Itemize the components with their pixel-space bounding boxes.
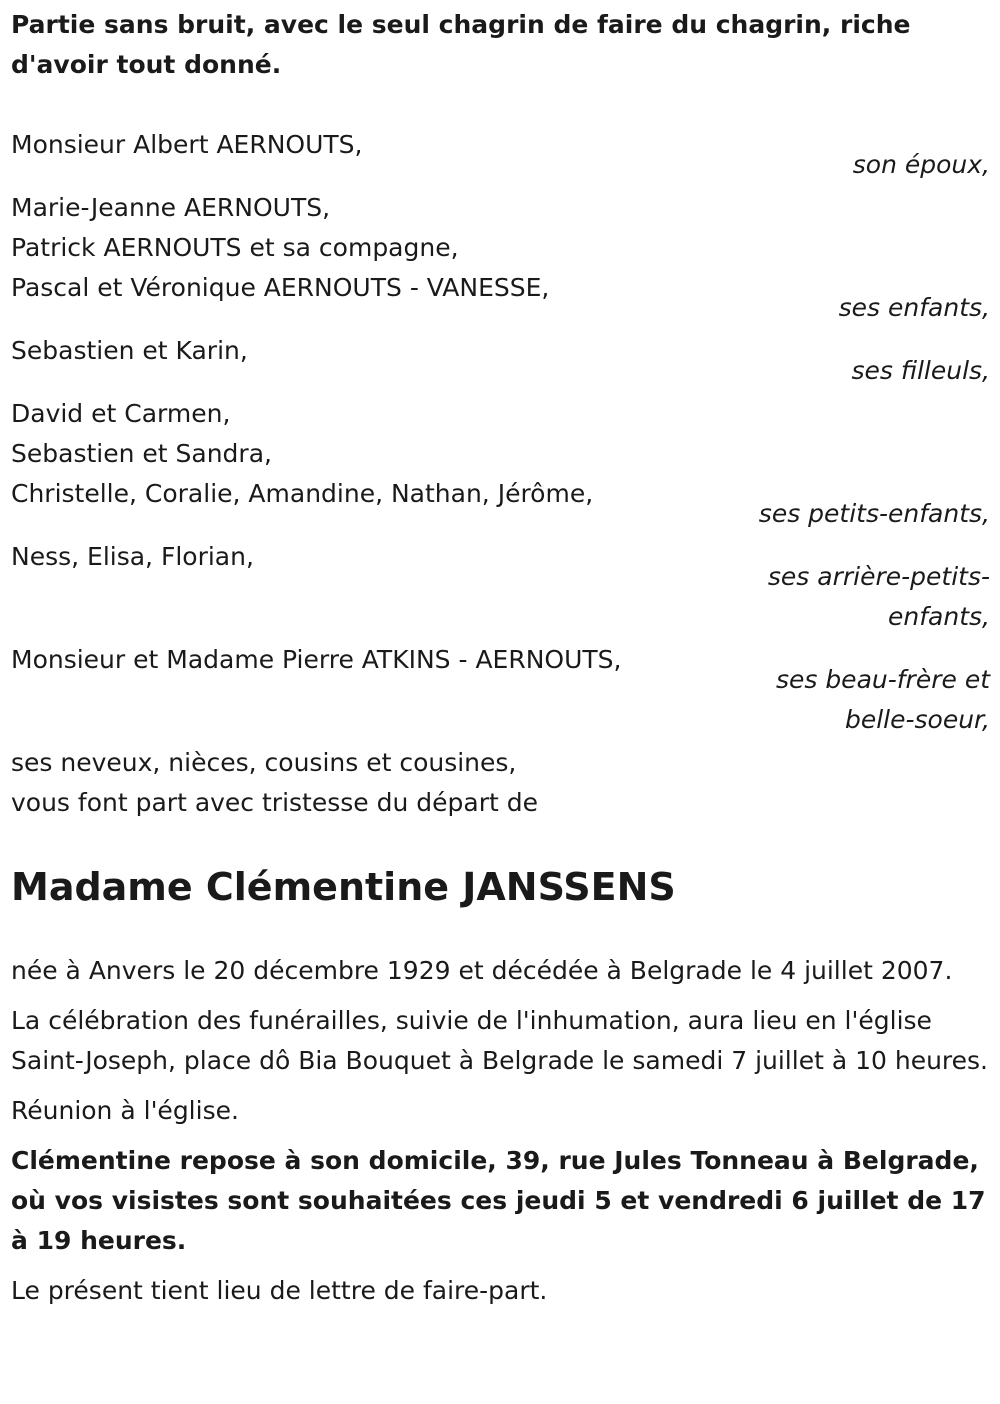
closing-line: ses neveux, nièces, cousins et cousines,: [11, 748, 517, 777]
family-name-line: Patrick AERNOUTS et sa compagne,: [11, 233, 459, 262]
family-names: [11, 188, 549, 308]
family-relation: ses petits-enfants,: [758, 499, 990, 528]
family-relation: ses filleuls,: [851, 356, 990, 385]
family-names: [11, 125, 363, 165]
family-name-line: Sebastien et Sandra,: [11, 439, 272, 468]
family-relation: ses arrière-petits-enfants,: [767, 562, 990, 631]
family-names: [11, 331, 248, 371]
intro-text: Partie sans bruit, avec le seul chagrin de faire du chagrin, riche d'avoir tout donné.: [11, 10, 911, 79]
closing-line: vous font part avec tristesse du départ de: [11, 788, 538, 817]
family-name-line: David et Carmen,: [11, 399, 231, 428]
notice-text: Le présent tient lieu de lettre de faire-part.: [11, 1276, 548, 1305]
family-relation: son époux,: [852, 150, 990, 179]
family-name-line: Monsieur et Madame Pierre ATKINS - AERNOUTS,: [11, 645, 622, 674]
deceased-name: Madame Clémentine JANSSENS: [11, 865, 676, 909]
family-relation: ses enfants,: [838, 293, 990, 322]
family-name-line: Marie-Jeanne AERNOUTS,: [11, 193, 331, 222]
funeral-text: La célébration des funérailles, suivie de l'inhumation, aura lieu en l'église Saint-Joseph, place dô Bia Bouquet à Belgrade le samedi 7 juillet à 10 heures.: [11, 1006, 989, 1075]
family-names: [11, 394, 593, 514]
visits-text: Clémentine repose à son domicile, 39, rue Jules Tonneau à Belgrade, où vos visistes sont souhaitées ces jeudi 5 et vendredi 6 juillet de 17 à 19 heures.: [11, 1146, 986, 1255]
family-name-line: Ness, Elisa, Florian,: [11, 542, 254, 571]
family-names: [11, 640, 622, 680]
closing-lines: [11, 743, 990, 823]
family-name-line: Christelle, Coralie, Amandine, Nathan, Jérôme,: [11, 479, 594, 508]
family-group: [11, 394, 990, 534]
family-name-line: Pascal et Véronique AERNOUTS - VANESSE,: [11, 273, 550, 302]
meeting-text: Réunion à l'église.: [11, 1096, 239, 1125]
family-group: [11, 640, 990, 740]
family-name-line: Monsieur Albert AERNOUTS,: [11, 130, 363, 159]
family-relation: ses beau-frère et belle-soeur,: [775, 665, 990, 734]
birth-death-text: née à Anvers le 20 décembre 1929 et décédée à Belgrade le 4 juillet 2007.: [11, 956, 953, 985]
family-group: [11, 537, 990, 637]
family-names: [11, 537, 254, 577]
family-group: [11, 188, 990, 328]
family-name-line: Sebastien et Karin,: [11, 336, 248, 365]
obituary-notice: [11, 5, 990, 1321]
family-group: [11, 331, 990, 391]
family-group: [11, 125, 990, 185]
